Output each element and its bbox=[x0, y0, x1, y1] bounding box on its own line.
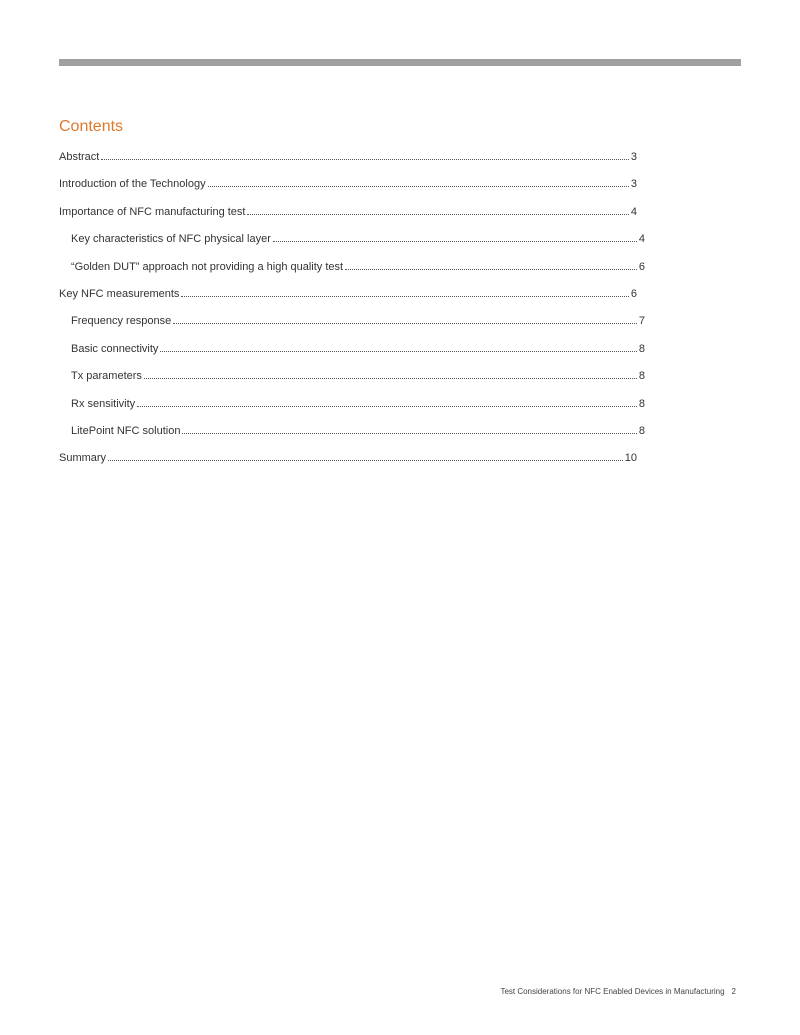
toc-entry-title: Key characteristics of NFC physical layer bbox=[71, 233, 271, 246]
toc-entry-page: 6 bbox=[630, 287, 637, 300]
contents-heading: Contents bbox=[59, 118, 124, 135]
toc-entry[interactable] bbox=[59, 176, 637, 203]
toc-entry-title: Importance of NFC manufacturing test bbox=[59, 205, 246, 218]
toc-entry-title: Tx parameters bbox=[71, 370, 142, 383]
toc-entry-title: LitePoint NFC solution bbox=[71, 424, 181, 437]
toc-entry[interactable] bbox=[59, 450, 637, 477]
toc-entry-page: 8 bbox=[638, 397, 645, 410]
toc-entry-page: 8 bbox=[638, 342, 645, 355]
toc-entry-title: Key NFC measurements bbox=[59, 287, 180, 300]
toc-leader-dots bbox=[160, 351, 636, 352]
toc-entry-page: 3 bbox=[630, 151, 637, 163]
toc-entry[interactable] bbox=[59, 259, 645, 286]
toc-entry-page: 4 bbox=[638, 233, 645, 246]
table-of-contents bbox=[59, 149, 645, 478]
toc-leader-dots bbox=[101, 159, 629, 160]
toc-entry[interactable] bbox=[59, 368, 645, 395]
toc-leader-dots bbox=[273, 241, 637, 242]
toc-leader-dots bbox=[247, 214, 628, 215]
toc-entry-title: Frequency response bbox=[71, 315, 172, 328]
toc-entry[interactable] bbox=[59, 423, 645, 450]
toc-entry-title: “Golden DUT” approach not providing a high quality test bbox=[71, 260, 344, 273]
toc-entry-title: Introduction of the Technology bbox=[59, 178, 206, 191]
toc-entry-page: 8 bbox=[638, 370, 645, 383]
toc-entry-title: Basic connectivity bbox=[71, 342, 159, 355]
toc-leader-dots bbox=[144, 378, 637, 379]
header-rule bbox=[59, 59, 741, 66]
toc-entry-title: Rx sensitivity bbox=[71, 397, 136, 410]
toc-leader-dots bbox=[108, 460, 623, 461]
toc-leader-dots bbox=[137, 406, 637, 407]
toc-entry[interactable] bbox=[59, 231, 645, 258]
toc-entry-title: Summary bbox=[59, 452, 107, 465]
toc-entry-page: 10 bbox=[624, 452, 637, 465]
toc-entry-page: 3 bbox=[630, 178, 637, 191]
toc-entry[interactable] bbox=[59, 286, 637, 313]
toc-leader-dots bbox=[181, 296, 628, 297]
toc-entry[interactable] bbox=[59, 313, 645, 340]
toc-entry-title: Abstract bbox=[59, 151, 100, 163]
toc-leader-dots bbox=[182, 433, 636, 434]
toc-leader-dots bbox=[345, 269, 637, 270]
toc-entry-page: 8 bbox=[638, 424, 645, 437]
toc-entry[interactable] bbox=[59, 149, 637, 176]
toc-leader-dots bbox=[173, 323, 637, 324]
footer-document-title: Test Considerations for NFC Enabled Devices in Manufacturing bbox=[500, 987, 725, 996]
toc-entry[interactable] bbox=[59, 204, 637, 231]
toc-entry[interactable] bbox=[59, 396, 645, 423]
toc-entry-page: 4 bbox=[630, 205, 637, 218]
toc-leader-dots bbox=[208, 186, 629, 187]
toc-entry-page: 6 bbox=[638, 260, 645, 273]
toc-entry-page: 7 bbox=[638, 315, 645, 328]
toc-entry[interactable] bbox=[59, 341, 645, 368]
page-footer bbox=[500, 986, 736, 998]
footer-page-number: 2 bbox=[731, 987, 736, 996]
